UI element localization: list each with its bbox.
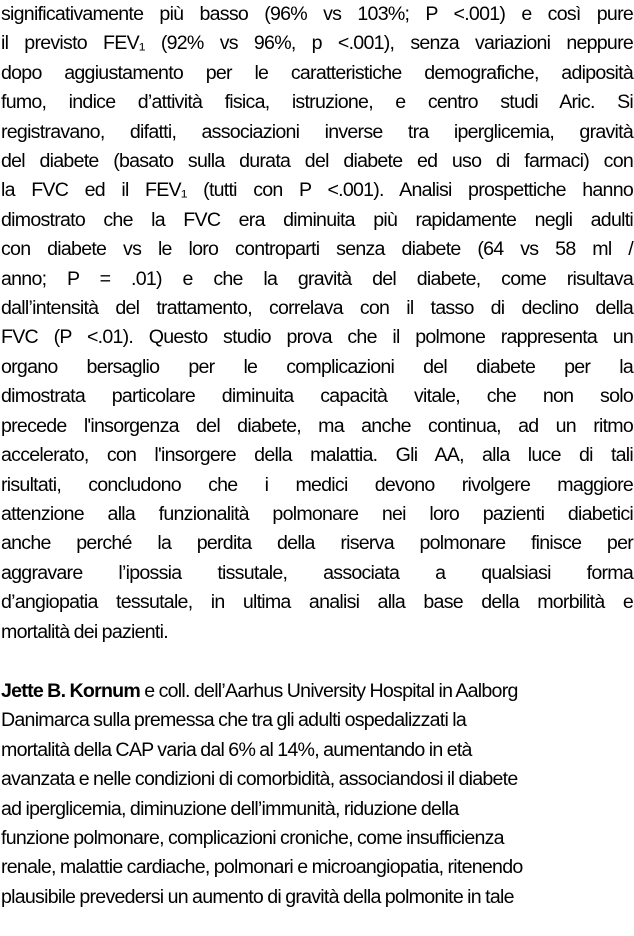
text-line: attenzione alla funzionalità polmonare nei loro pazienti diabetici [1,502,633,525]
text-line: risultati, concludono che i medici devono rivolgere maggiore [1,473,633,496]
text-line: mortalità della CAP varia dal 6% al 14%, aumentando in età [1,738,472,761]
author-name: Jette B. Kornum [1,679,141,702]
text-line: registravano, difatti, associazioni inverse tra iperglicemia, gravità [1,120,633,143]
paragraph-diabetes-lung-function [1,0,633,647]
text-line: dopo aggiustamento per le caratteristiche demografiche, adiposità [1,61,633,84]
text-line: Danimarca sulla premessa che tra gli adulti ospedalizzati la [1,709,467,732]
text-line: organo bersaglio per le complicazioni del diabete per la [1,355,633,378]
paragraph-spacer [1,647,633,677]
text-fragment: e coll. dell’Aarhus University Hospital in Aalborg [140,679,518,702]
text-line: accelerato, con l'insorgere della malattia. Gli AA, alla luce di tali [1,444,633,467]
text-line: del diabete (basato sulla durata del diabete ed uso di farmaci) con [1,150,633,173]
text-line: renale, malattie cardiache, polmonari e microangiopatia, ritenendo [1,856,523,879]
text-line: d’angiopatia tessutale, in ultima analisi alla base della morbilità e [1,591,633,614]
text-line: significativamente più basso (96% vs 103%; P <.001) e così pure [1,3,633,25]
paragraph-kornum-study [1,677,633,912]
text-line: la FVC ed il FEV₁ (tutti con P <.001). Analisi prospettiche hanno [1,179,633,202]
text-line: funzione polmonare, complicazioni croniche, come insufficienza [1,826,504,849]
text-line: dimostrato che la FVC era diminuita più rapidamente negli adulti [1,208,633,231]
text-line: FVC (P <.01). Questo studio prova che il polmone rappresenta un [1,326,633,349]
text-line: precede l'insorgenza del diabete, ma anche continua, ad un ritmo [1,414,633,437]
text-line: mortalità dei pazienti. [1,620,168,643]
text-line: il previsto FEV₁ (92% vs 96%, p <.001), senza variazioni neppure [1,32,633,55]
text-line: ad iperglicemia, diminuzione dell’immunità, riduzione della [1,797,459,820]
text-line: anche perché la perdita della riserva polmonare finisce per [1,532,633,555]
text-line: avanzata e nelle condizioni di comorbidità, associandosi il diabete [1,768,518,791]
text-line: plausibile prevedersi un aumento di gravità della polmonite in tale [1,885,514,908]
text-line: aggravare l’ipossia tissutale, associata a qualsiasi forma [1,561,633,584]
text-line: fumo, indice d’attività fisica, istruzione, e centro studi Aric. Si [1,91,633,114]
text-line: dall’intensità del trattamento, correlava con il tasso di declino della [1,297,633,320]
text-line: dimostrata particolare diminuita capacità vitale, che non solo [1,385,633,408]
text-line: con diabete vs le loro controparti senza diabete (64 vs 58 ml / [1,238,633,261]
text-line [1,677,633,706]
text-line: anno; P = .01) e che la gravità del diabete, come risultava [1,267,633,290]
